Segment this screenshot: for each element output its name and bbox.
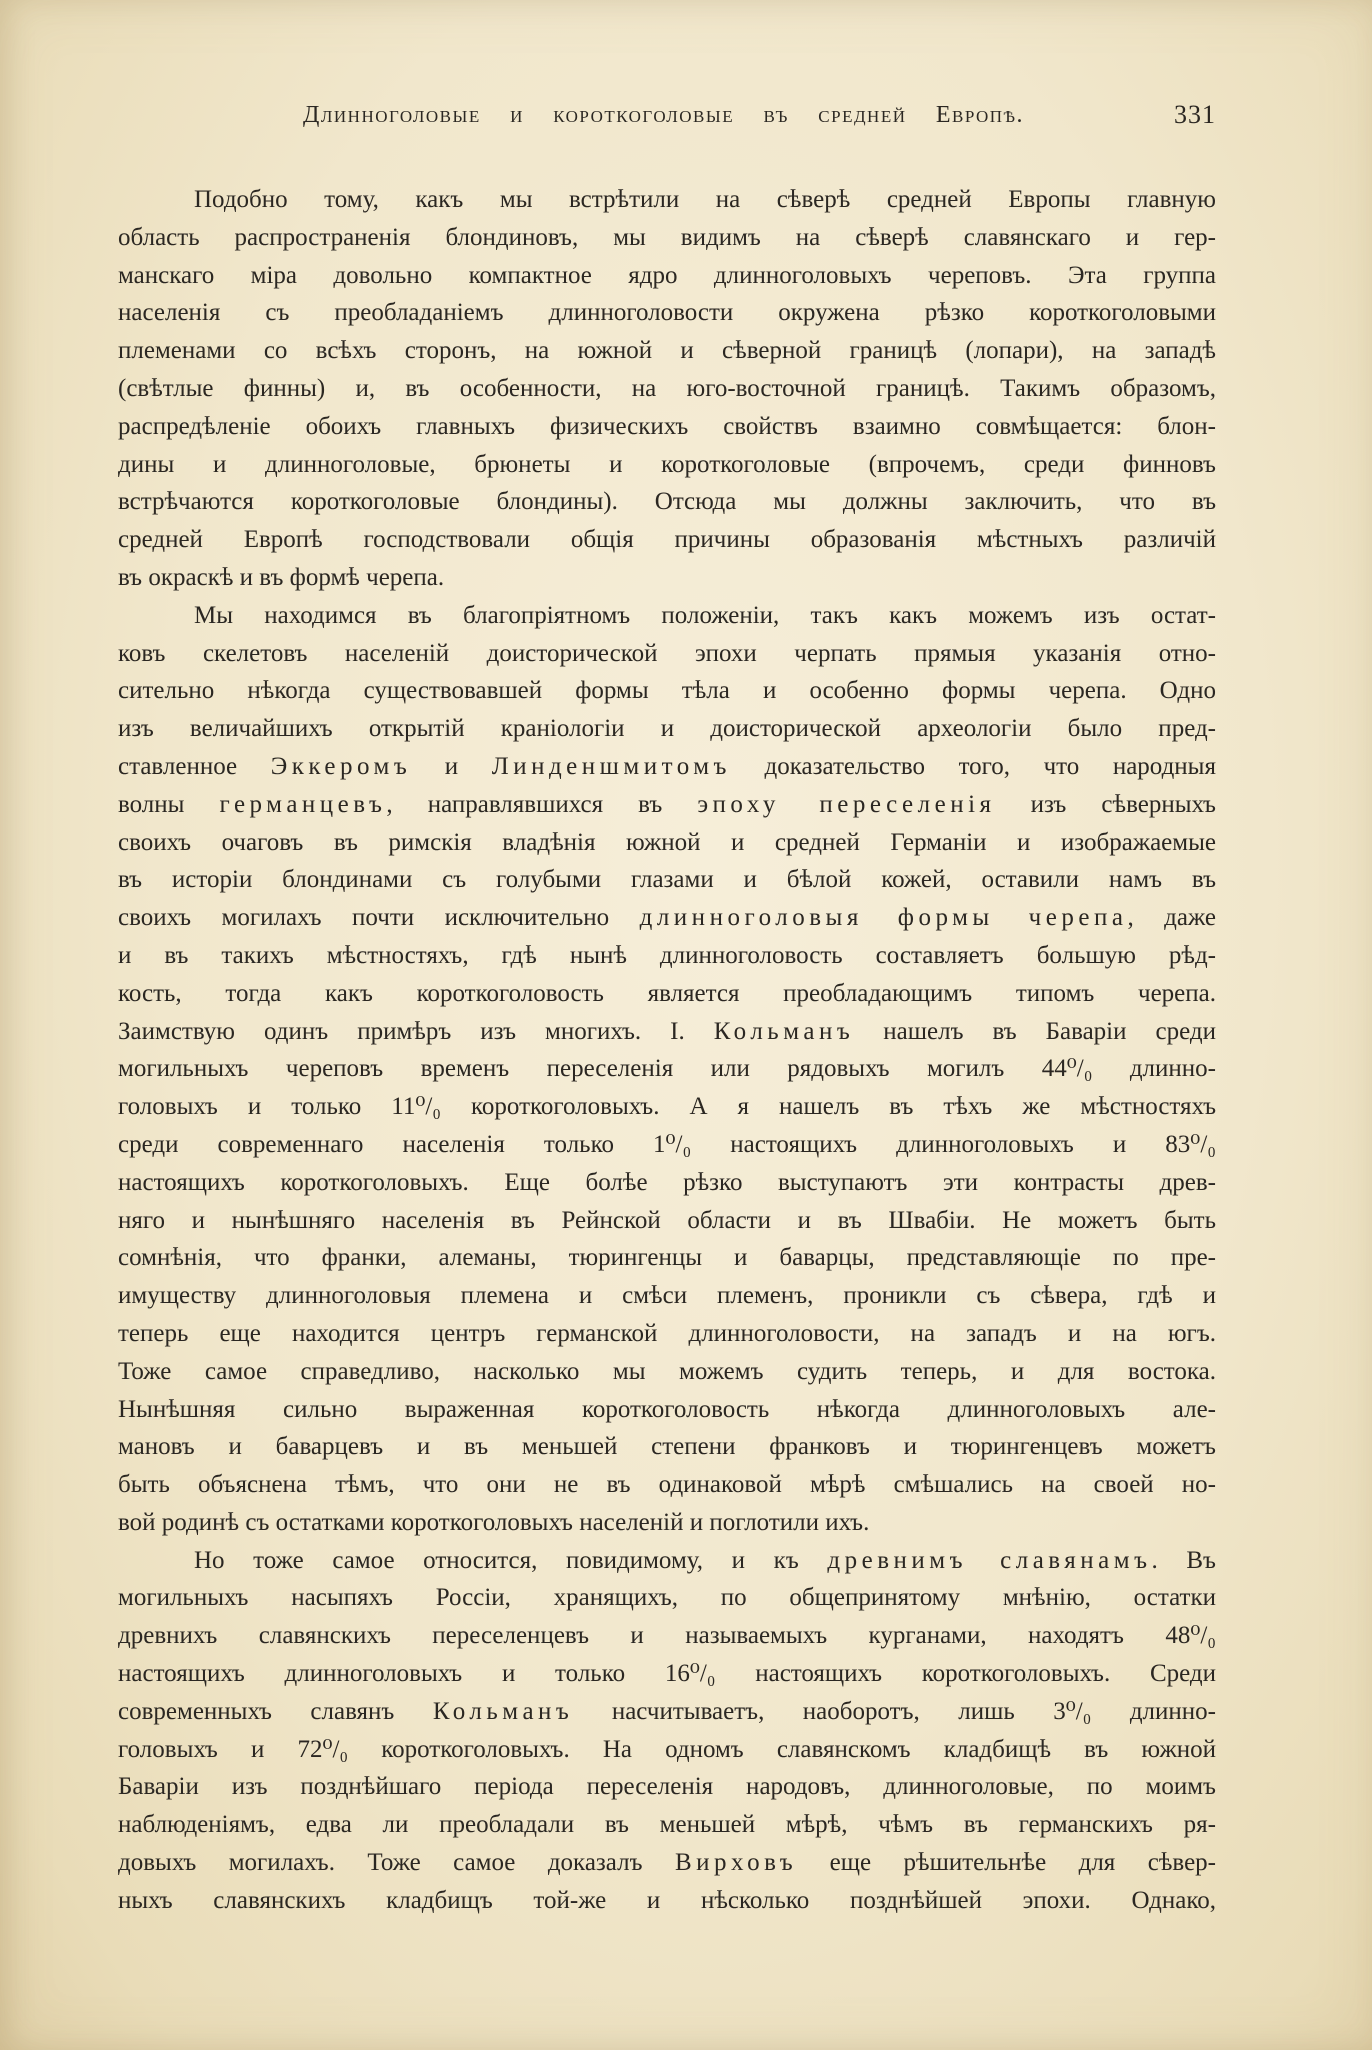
text-run: Мы находимся въ благопріятномъ положеніи, такъ какъ можемъ изъ остат- <box>194 601 1216 629</box>
text-run: имуществу длинноголовыя племена и смѣси племенъ, проникли съ сѣвера, гдѣ и <box>118 1282 1216 1310</box>
text-line <box>118 1542 1216 1580</box>
text-line <box>118 1617 1216 1655</box>
text-line <box>118 332 1216 370</box>
letterspaced-emphasis: Вирховъ <box>674 1849 798 1877</box>
text-run: сомнѣнія, что франки, алеманы, тюрингенцы и баварцы, представляющіе по пре- <box>118 1244 1216 1272</box>
text-run: населенія съ преобладаніемъ длинноголовости окружена рѣзко короткоголовыми <box>118 299 1216 327</box>
text-run: кость, тогда какъ короткоголовость является преобладающимъ типомъ черепа. <box>118 979 1216 1007</box>
text-run: Заимствую одинъ примѣръ изъ многихъ. I. <box>118 1017 714 1045</box>
text-line <box>118 1315 1216 1353</box>
text-run: встрѣчаются короткоголовые блондины). Отсюда мы должны заключить, что въ <box>118 488 1216 516</box>
text-line <box>118 446 1216 484</box>
text-line <box>118 521 1216 559</box>
text-run: своихъ очаговъ въ римскія владѣнія южной и средней Германіи и изображаемые <box>118 828 1216 856</box>
text-run: няго и нынѣшняго населенія въ Рейнской области и въ Швабіи. Не можетъ быть <box>118 1206 1216 1234</box>
text-run: и въ такихъ мѣстностяхъ, гдѣ нынѣ длинноголовость составляетъ большую рѣд- <box>118 941 1216 969</box>
text-line <box>118 937 1216 975</box>
text-run: дины и длинноголовые, брюнеты и короткоголовые (впрочемъ, среди финновъ <box>118 450 1216 478</box>
text-line <box>118 1391 1216 1429</box>
text-line <box>118 748 1216 786</box>
text-run: еще рѣшительнѣе для сѣвер- <box>797 1849 1216 1877</box>
paragraph <box>118 1542 1216 1920</box>
text-line <box>118 1353 1216 1391</box>
text-run: , направлявшихся въ <box>386 790 698 818</box>
paragraph <box>118 181 1216 597</box>
body-text <box>118 181 1216 1920</box>
text-run: , даже <box>1127 904 1217 932</box>
text-line <box>118 1164 1216 1202</box>
text-run: довыхъ могилахъ. Тоже самое доказалъ <box>118 1849 675 1877</box>
running-head: Длинноголовые и короткоголовые въ средней Европѣ. <box>303 102 1024 128</box>
text-run: волны <box>118 790 220 818</box>
text-run: нашелъ въ Баваріи среди <box>854 1017 1216 1045</box>
text-line <box>118 1504 1216 1542</box>
text-run: головыхъ и 72⁰/₀ короткоголовыхъ. На одномъ славянскомъ кладбищѣ въ южной <box>118 1735 1216 1763</box>
text-run: Нынѣшняя сильно выраженная короткоголовость нѣкогда длинноголовыхъ але- <box>118 1395 1216 1423</box>
text-line <box>118 1579 1216 1617</box>
text-run: Тоже самое справедливо, насколько мы можемъ судить теперь, и для востока. <box>118 1357 1216 1385</box>
text-line <box>118 181 1216 219</box>
text-line <box>118 1768 1216 1806</box>
text-run: сительно нѣкогда существовавшей формы тѣла и особенно формы черепа. Одно <box>118 677 1216 705</box>
text-line <box>118 975 1216 1013</box>
text-run: распредѣленіе обоихъ главныхъ физическихъ свойствъ взаимно совмѣщается: блон- <box>118 412 1216 440</box>
letterspaced-emphasis: Линденшмитомъ <box>491 752 731 780</box>
text-run: древнихъ славянскихъ переселенцевъ и называемыхъ курганами, находятъ 48⁰/₀ <box>118 1622 1216 1650</box>
paragraph <box>118 597 1216 1542</box>
text-run: теперь еще находится центръ германской длинноголовости, на западъ и на югъ. <box>118 1319 1216 1347</box>
text-run: ковъ скелетовъ населеній доисторической эпохи черпать прямыя указанія отно- <box>118 639 1216 667</box>
letterspaced-emphasis: длинноголовыя формы черепа <box>639 904 1128 932</box>
text-run: въ окраскѣ и въ формѣ черепа. <box>118 563 445 591</box>
text-line <box>118 559 1216 597</box>
letterspaced-emphasis: эпоху переселенія <box>697 790 996 818</box>
text-run: Но тоже самое относится, повидимому, и къ <box>194 1546 828 1574</box>
text-run: своихъ могилахъ почти исключительно <box>118 904 640 932</box>
text-line <box>118 294 1216 332</box>
text-run: въ исторіи блондинами съ голубыми глазами и бѣлой кожей, оставили намъ въ <box>118 866 1216 894</box>
text-run: и <box>411 752 492 780</box>
text-run: наблюденіямъ, едва ли преобладали въ меньшей мѣрѣ, чѣмъ въ германскихъ ря- <box>118 1811 1216 1839</box>
letterspaced-emphasis: германцевъ <box>219 790 387 818</box>
text-run: могильныхъ череповъ временъ переселенія или рядовыхъ могилъ 44⁰/₀ длинно- <box>118 1055 1216 1083</box>
text-line <box>118 786 1216 824</box>
text-run: ныхъ славянскихъ кладбищъ той-же и нѣсколько позднѣйшей эпохи. Однако, <box>118 1886 1216 1914</box>
text-line <box>118 257 1216 295</box>
text-line <box>118 1088 1216 1126</box>
text-run: вой родинѣ съ остатками короткоголовыхъ населеній и поглотили ихъ. <box>118 1508 870 1536</box>
text-line <box>118 1126 1216 1164</box>
text-run: средней Европѣ господствовали общія причины образованія мѣстныхъ различій <box>118 526 1216 554</box>
text-run: настоящихъ короткоголовыхъ. Еще болѣе рѣзко выступаютъ эти контрасты древ- <box>118 1168 1216 1196</box>
text-run: племенами со всѣхъ сторонъ, на южной и сѣверной границѣ (лопари), на западѣ <box>118 337 1216 365</box>
text-line <box>118 1882 1216 1920</box>
text-line <box>118 899 1216 937</box>
text-line <box>118 597 1216 635</box>
text-line <box>118 1428 1216 1466</box>
text-run: мановъ и баварцевъ и въ меньшей степени франковъ и тюрингенцевъ можетъ <box>118 1433 1216 1461</box>
text-line <box>118 635 1216 673</box>
text-run: головыхъ и только 11⁰/₀ короткоголовыхъ. А я нашелъ въ тѣхъ же мѣстностяхъ <box>118 1093 1216 1121</box>
text-line <box>118 1050 1216 1088</box>
text-line <box>118 219 1216 257</box>
text-line <box>118 1731 1216 1769</box>
letterspaced-emphasis: Кольманъ <box>713 1017 855 1045</box>
text-line <box>118 483 1216 521</box>
text-run: быть объяснена тѣмъ, что они не въ одинаковой мѣрѣ смѣшались на своей но- <box>118 1471 1216 1499</box>
text-run: манскаго міра довольно компактное ядро длинноголовыхъ череповъ. Эта группа <box>118 261 1216 289</box>
text-run: . Въ <box>1151 1546 1216 1574</box>
text-line <box>118 710 1216 748</box>
text-line <box>118 408 1216 446</box>
page-number: 331 <box>1174 100 1216 129</box>
text-line <box>118 1277 1216 1315</box>
text-run: область распространенія блондиновъ, мы видимъ на сѣверѣ славянскаго и гер- <box>118 223 1216 251</box>
text-line <box>118 824 1216 862</box>
text-line <box>118 370 1216 408</box>
letterspaced-emphasis: древнимъ славянамъ <box>827 1546 1152 1574</box>
text-line <box>118 1806 1216 1844</box>
text-line <box>118 1013 1216 1051</box>
text-line <box>118 672 1216 710</box>
text-run: доказательство того, что народныя <box>730 752 1216 780</box>
text-run: современныхъ славянъ <box>118 1697 433 1725</box>
text-line <box>118 861 1216 899</box>
text-run: насчитываетъ, наоборотъ, лишь 3⁰/₀ длинно- <box>573 1697 1216 1725</box>
text-run: изъ сѣверныхъ <box>995 790 1216 818</box>
text-line <box>118 1693 1216 1731</box>
text-run: (свѣтлые финны) и, въ особенности, на юго-восточной границѣ. Такимъ образомъ, <box>118 374 1216 402</box>
text-run: могильныхъ насыпяхъ Россіи, хранящихъ, по общепринятому мнѣнію, остатки <box>118 1584 1216 1612</box>
text-run: настоящихъ длинноголовыхъ и только 16⁰/₀ настоящихъ короткоголовыхъ. Среди <box>118 1660 1216 1688</box>
text-line <box>118 1239 1216 1277</box>
text-line <box>118 1844 1216 1882</box>
text-run: среди современнаго населенія только 1⁰/₀ настоящихъ длинноголовыхъ и 83⁰/₀ <box>118 1130 1216 1158</box>
text-run: изъ величайшихъ открытій краніологіи и доисторической археологіи было пред- <box>118 715 1216 743</box>
text-line <box>118 1466 1216 1504</box>
letterspaced-emphasis: Эккеромъ <box>270 752 412 780</box>
text-line <box>118 1655 1216 1693</box>
text-run: Подобно тому, какъ мы встрѣтили на сѣверѣ средней Европы главную <box>194 186 1216 213</box>
text-run: ставленное <box>118 752 271 780</box>
text-run: Баваріи изъ позднѣйшаго періода переселенія народовъ, длинноголовые, по моимъ <box>118 1773 1216 1801</box>
letterspaced-emphasis: Кольманъ <box>432 1697 574 1725</box>
text-line <box>118 1202 1216 1240</box>
